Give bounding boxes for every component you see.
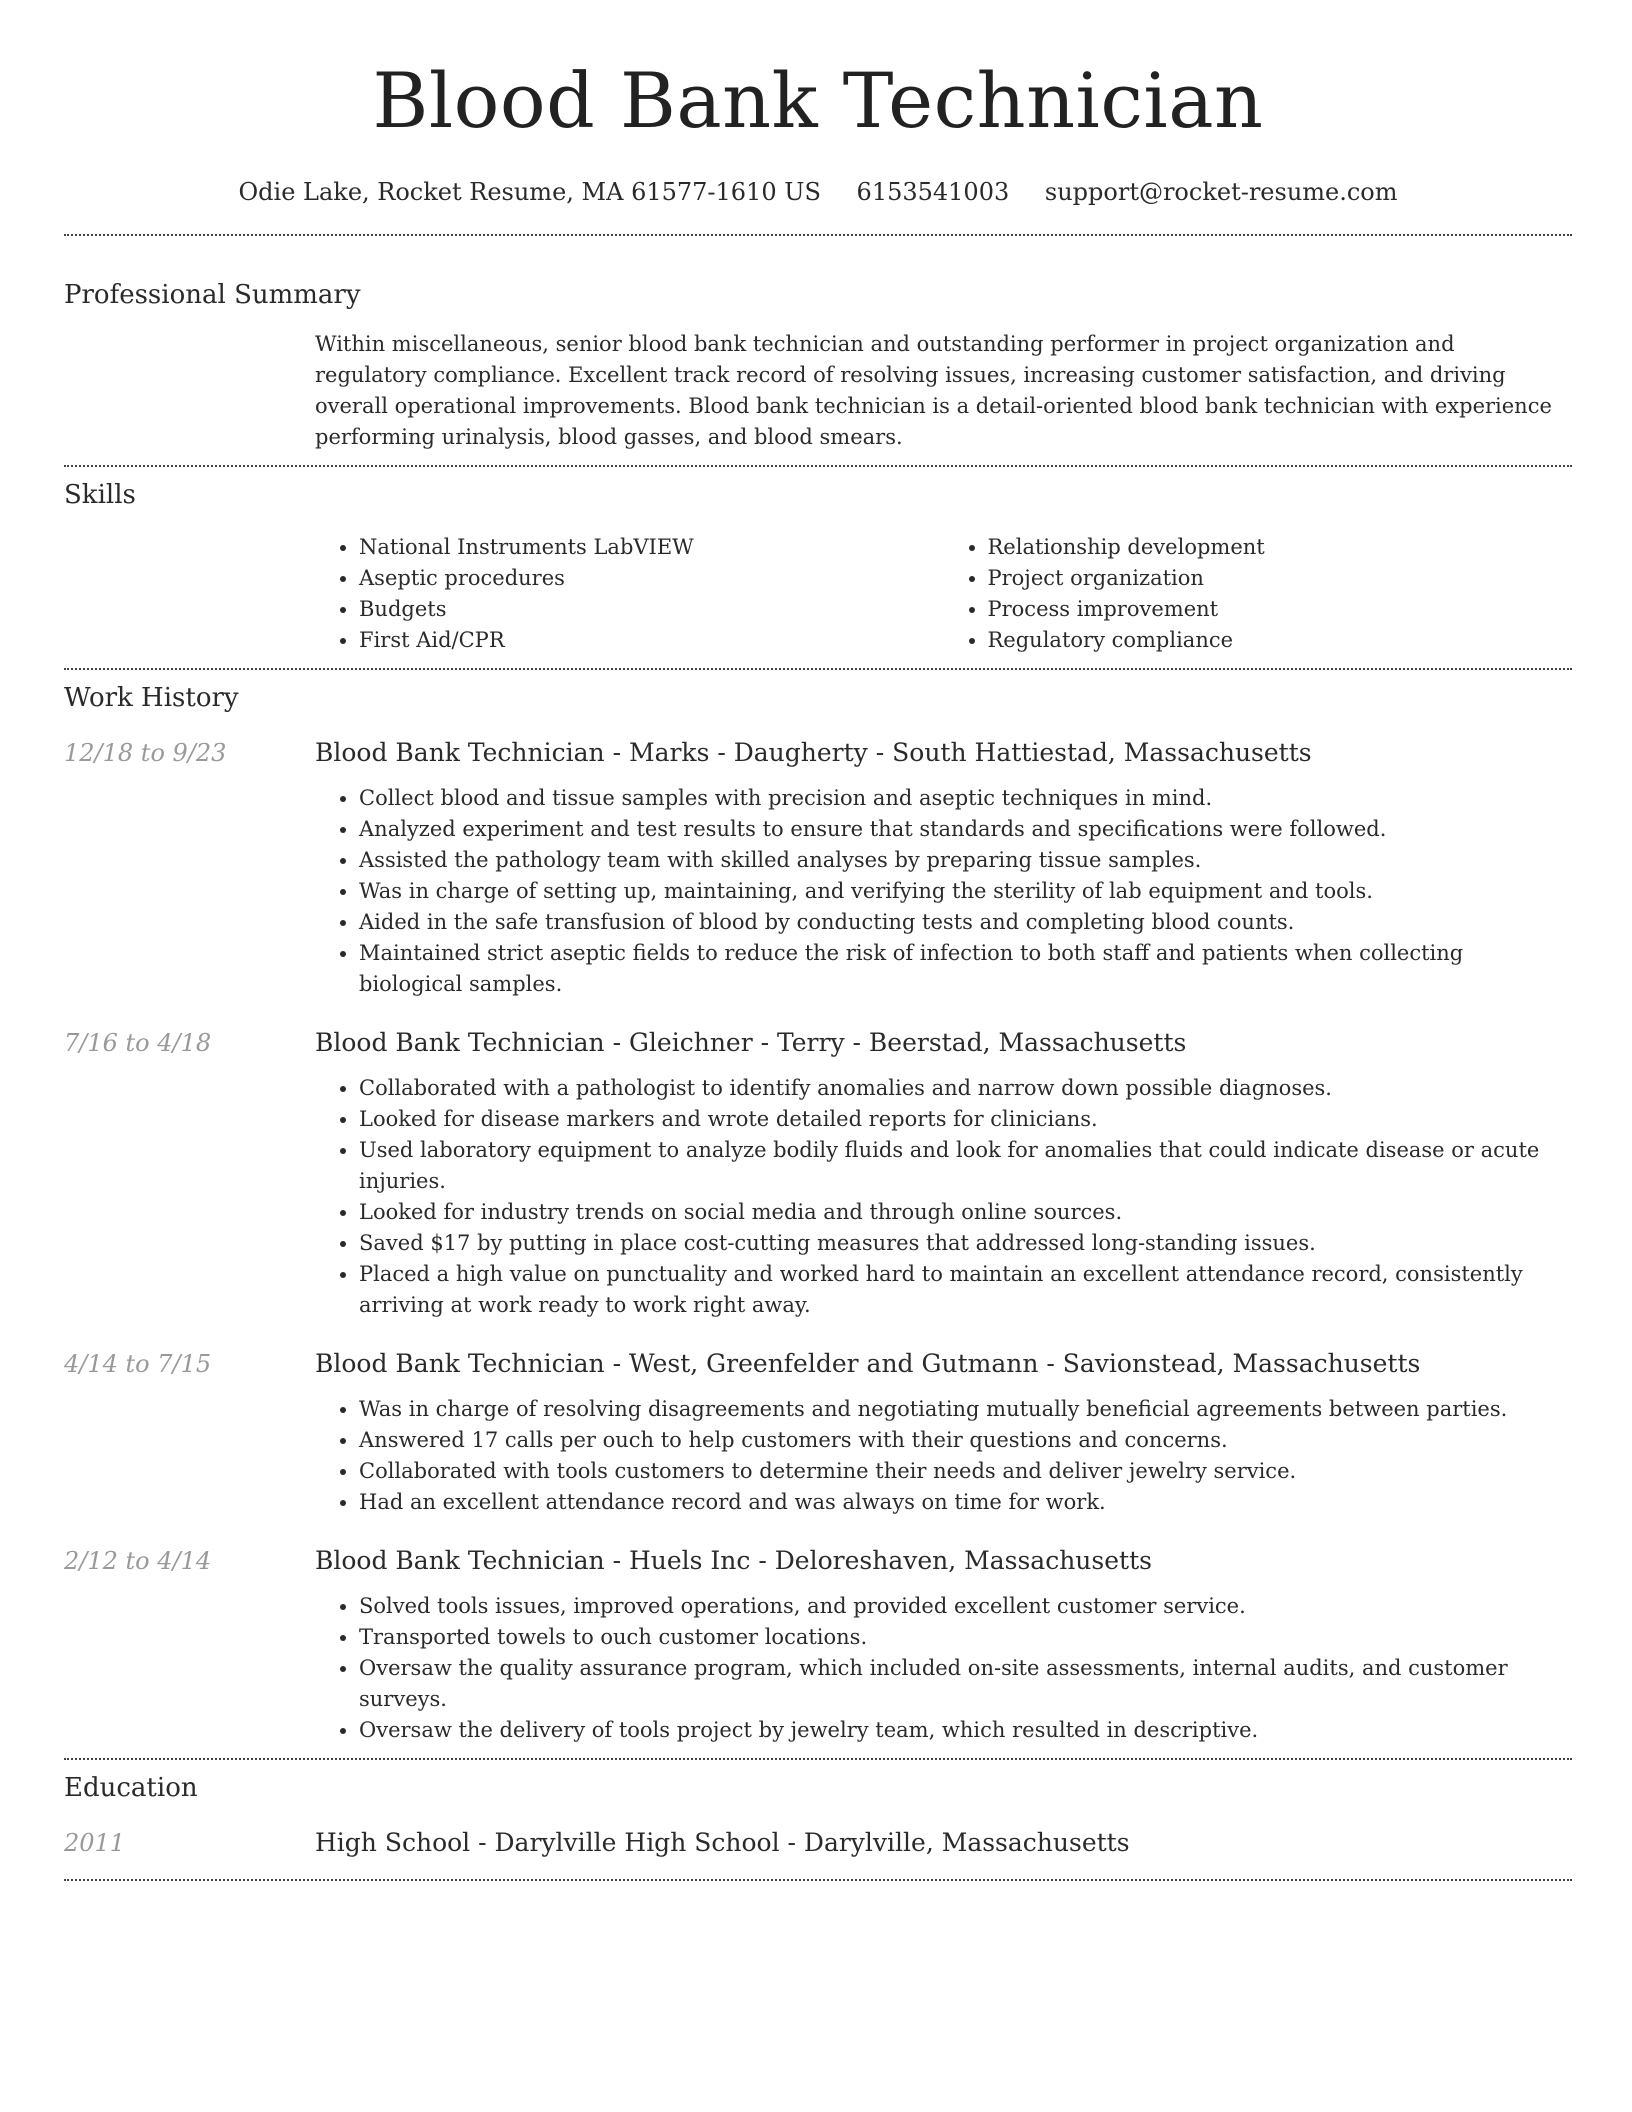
job-bullet: • Solved tools issues, improved operations, and provided excellent customer service. xyxy=(359,1591,1572,1622)
job-bullet: • Collect blood and tissue samples with precision and aseptic techniques in mind. xyxy=(359,783,1572,814)
skill-item: • Relationship development xyxy=(988,532,1573,563)
divider-skills xyxy=(64,668,1572,670)
resume-page xyxy=(64,0,1572,1881)
job-bullet: • Assisted the pathology team with skilled analyses by preparing tissue samples. xyxy=(359,845,1572,876)
job-bullets xyxy=(315,1394,1572,1518)
section-title-work: Work History xyxy=(64,683,239,713)
job-bullets xyxy=(315,1073,1572,1321)
section-work-history xyxy=(64,681,1572,1746)
education-entry xyxy=(64,1827,1572,1859)
skill-item: • Project organization xyxy=(988,563,1573,594)
job-bullet: • Oversaw the delivery of tools project by jewelry team, which resulted in descriptive. xyxy=(359,1715,1572,1746)
section-title-education: Education xyxy=(64,1773,198,1803)
job-bullet: • Used laboratory equipment to analyze bodily fluids and look for anomalies that could indicate disease or acute injuries. xyxy=(359,1135,1572,1197)
divider-summary xyxy=(64,465,1572,467)
job-dates: 4/14 to 7/15 xyxy=(64,1350,212,1378)
job-header xyxy=(64,1545,1572,1577)
job-bullet: • Maintained strict aseptic fields to reduce the risk of infection to both staff and patients when collecting biological samples. xyxy=(359,938,1572,1000)
skills-list-left xyxy=(315,532,944,656)
job-header xyxy=(64,737,1572,769)
job-bullet: • Looked for disease markers and wrote detailed reports for clinicians. xyxy=(359,1104,1572,1135)
job-title: Blood Bank Technician - Huels Inc - Deloreshaven, Massachusetts xyxy=(315,1546,1152,1575)
job-bullets xyxy=(315,1591,1572,1746)
job-bullet: • Was in charge of resolving disagreements and negotiating mutually beneficial agreements between parties. xyxy=(359,1394,1572,1425)
job-bullet: • Had an excellent attendance record and was always on time for work. xyxy=(359,1487,1572,1518)
skill-item: • Regulatory compliance xyxy=(988,625,1573,656)
section-skills xyxy=(64,478,1572,656)
resume-name: Blood Bank Technician xyxy=(372,56,1264,145)
job-bullet: • Collaborated with tools customers to determine their needs and deliver jewelry service. xyxy=(359,1456,1572,1487)
contact-line xyxy=(64,176,1572,208)
summary-text: Within miscellaneous, senior blood bank technician and outstanding performer in project organization and regulatory compliance. Excellent track record of resolving issues, increasing customer satisfaction, and driving overall operational improvements. Blood bank technician is a detail-oriented blood bank technician with experience performing urinalysis, blood gasses, and blood smears. xyxy=(315,332,1552,449)
job-entry xyxy=(64,1545,1572,1746)
section-title-summary: Professional Summary xyxy=(64,280,361,310)
education-header xyxy=(64,1827,1572,1859)
job-bullet: • Answered 17 calls per ouch to help customers with their questions and concerns. xyxy=(359,1425,1572,1456)
job-bullet: • Oversaw the quality assurance program, which included on-site assessments, internal audits, and customer surveys. xyxy=(359,1653,1572,1715)
job-bullet: • Collaborated with a pathologist to identify anomalies and narrow down possible diagnoses. xyxy=(359,1073,1572,1104)
job-entry xyxy=(64,1348,1572,1518)
summary-body xyxy=(315,329,1572,453)
job-bullets xyxy=(315,783,1572,1000)
job-entry xyxy=(64,737,1572,1000)
section-summary xyxy=(64,278,1572,453)
job-bullet: • Looked for industry trends on social media and through online sources. xyxy=(359,1197,1572,1228)
skills-list-right xyxy=(944,532,1573,656)
education-title: High School - Darylville High School - Darylville, Massachusetts xyxy=(315,1828,1130,1857)
divider-header xyxy=(64,234,1572,236)
skill-item: • Aseptic procedures xyxy=(359,563,944,594)
skills-grid xyxy=(315,532,1572,656)
job-entry xyxy=(64,1027,1572,1321)
section-education xyxy=(64,1771,1572,1859)
job-bullet: • Analyzed experiment and test results to ensure that standards and specifications were followed. xyxy=(359,814,1572,845)
contact-email: support@rocket-resume.com xyxy=(1044,178,1398,206)
job-title: Blood Bank Technician - Marks - Daugherty - South Hattiestad, Massachusetts xyxy=(315,738,1312,767)
section-title-skills: Skills xyxy=(64,480,136,510)
job-bullet: • Was in charge of setting up, maintaining, and verifying the sterility of lab equipment and tools. xyxy=(359,876,1572,907)
skill-item: • Process improvement xyxy=(988,594,1573,625)
skill-item: • National Instruments LabVIEW xyxy=(359,532,944,563)
job-bullet: • Transported towels to ouch customer locations. xyxy=(359,1622,1572,1653)
job-title: Blood Bank Technician - Gleichner - Terry - Beerstad, Massachusetts xyxy=(315,1028,1187,1057)
divider-education xyxy=(64,1879,1572,1881)
education-dates: 2011 xyxy=(64,1829,126,1857)
contact-address: Odie Lake, Rocket Resume, MA 61577-1610 US xyxy=(238,178,821,206)
job-dates: 12/18 to 9/23 xyxy=(64,739,227,767)
job-bullet: • Saved $17 by putting in place cost-cutting measures that addressed long-standing issues. xyxy=(359,1228,1572,1259)
job-dates: 2/12 to 4/14 xyxy=(64,1547,212,1575)
skill-item: • Budgets xyxy=(359,594,944,625)
contact-phone: 6153541003 xyxy=(856,178,1010,206)
job-bullet: • Placed a high value on punctuality and worked hard to maintain an excellent attendance record, consistently arriving at work ready to work right away. xyxy=(359,1259,1572,1321)
job-title: Blood Bank Technician - West, Greenfelder and Gutmann - Savionstead, Massachusetts xyxy=(315,1349,1421,1378)
divider-work xyxy=(64,1758,1572,1760)
job-bullet: • Aided in the safe transfusion of blood by conducting tests and completing blood counts. xyxy=(359,907,1572,938)
skill-item: • First Aid/CPR xyxy=(359,625,944,656)
job-dates: 7/16 to 4/18 xyxy=(64,1029,212,1057)
job-header xyxy=(64,1027,1572,1059)
job-header xyxy=(64,1348,1572,1380)
